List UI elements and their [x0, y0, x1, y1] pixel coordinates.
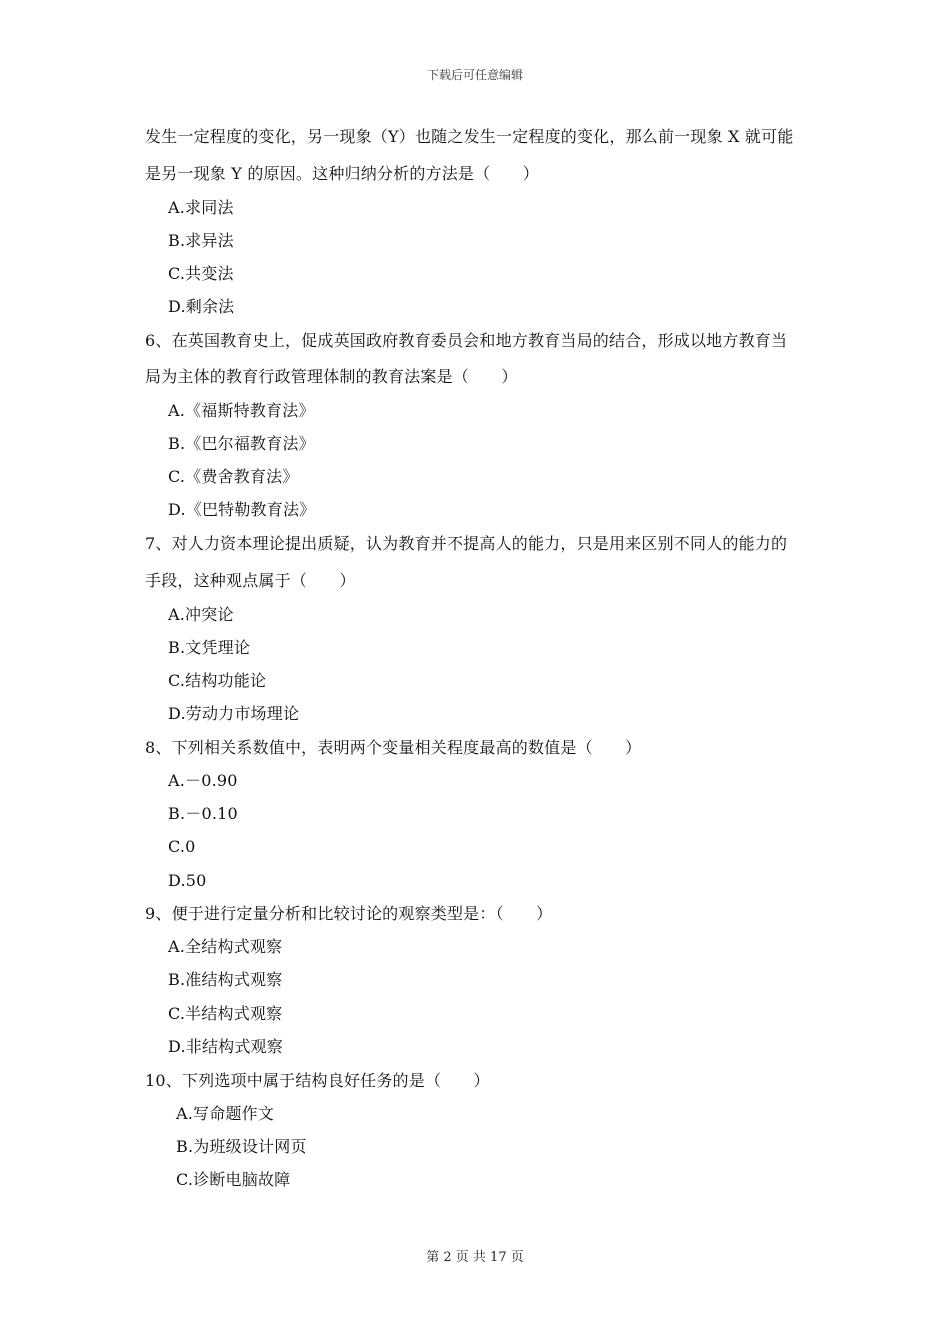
q7-option-b: B.文凭理论	[168, 638, 251, 657]
page-footer: 第 2 页 共 17 页	[426, 1250, 524, 1265]
q5-stem-line1: 发生一定程度的变化，另一现象（Y）也随之发生一定程度的变化，那么前一现象 X 就可能	[145, 127, 794, 146]
q10-option-c: C.诊断电脑故障	[176, 1170, 291, 1189]
q7-option-a: A.冲突论	[168, 605, 234, 624]
q6-stem-line1: 6、在英国教育史上，促成英国政府教育委员会和地方教育当局的结合，形成以地方教育当	[145, 331, 788, 350]
q7-option-d: D.劳动力市场理论	[168, 704, 300, 723]
q8-stem: 8、下列相关系数值中，表明两个变量相关程度最高的数值是（ ）	[145, 738, 642, 757]
q5-option-b: B.求异法	[168, 231, 234, 250]
q9-option-c: C.半结构式观察	[168, 1004, 283, 1023]
page-header: 下载后可任意编辑	[426, 68, 523, 82]
q6-stem-line2: 局为主体的教育行政管理体制的教育法案是（ ）	[145, 367, 518, 386]
q6-option-d: D.《巴特勒教育法》	[168, 500, 316, 519]
q5-stem-line2: 是另一现象 Y 的原因。这种归纳分析的方法是（ ）	[145, 164, 539, 183]
q8-option-b: B.－0.10	[168, 804, 238, 823]
q5-option-a: A.求同法	[168, 198, 234, 217]
q5-option-d: D.剩余法	[168, 297, 235, 316]
q6-option-b: B.《巴尔福教育法》	[168, 434, 315, 453]
q8-option-a: A.－0.90	[168, 771, 238, 790]
q10-option-b: B.为班级设计网页	[176, 1137, 307, 1156]
q6-option-c: C.《费舍教育法》	[168, 467, 299, 486]
q7-option-c: C.结构功能论	[168, 671, 267, 690]
q7-stem-line2: 手段，这种观点属于（ ）	[145, 571, 356, 590]
q10-option-a: A.写命题作文	[176, 1104, 275, 1123]
q9-option-a: A.全结构式观察	[168, 937, 283, 956]
q6-option-a: A.《福斯特教育法》	[168, 401, 315, 420]
q9-option-b: B.准结构式观察	[168, 970, 283, 989]
q9-option-d: D.非结构式观察	[168, 1037, 283, 1056]
q8-option-d: D.50	[168, 871, 207, 890]
q5-option-c: C.共变法	[168, 264, 234, 283]
q7-stem-line1: 7、对人力资本理论提出质疑，认为教育并不提高人的能力，只是用来区别不同人的能力的	[145, 534, 788, 553]
q10-stem: 10、下列选项中属于结构良好任务的是（ ）	[145, 1071, 490, 1090]
q9-stem: 9、便于进行定量分析和比较讨论的观察类型是：（ ）	[145, 904, 553, 923]
q8-option-c: C.0	[168, 837, 196, 856]
